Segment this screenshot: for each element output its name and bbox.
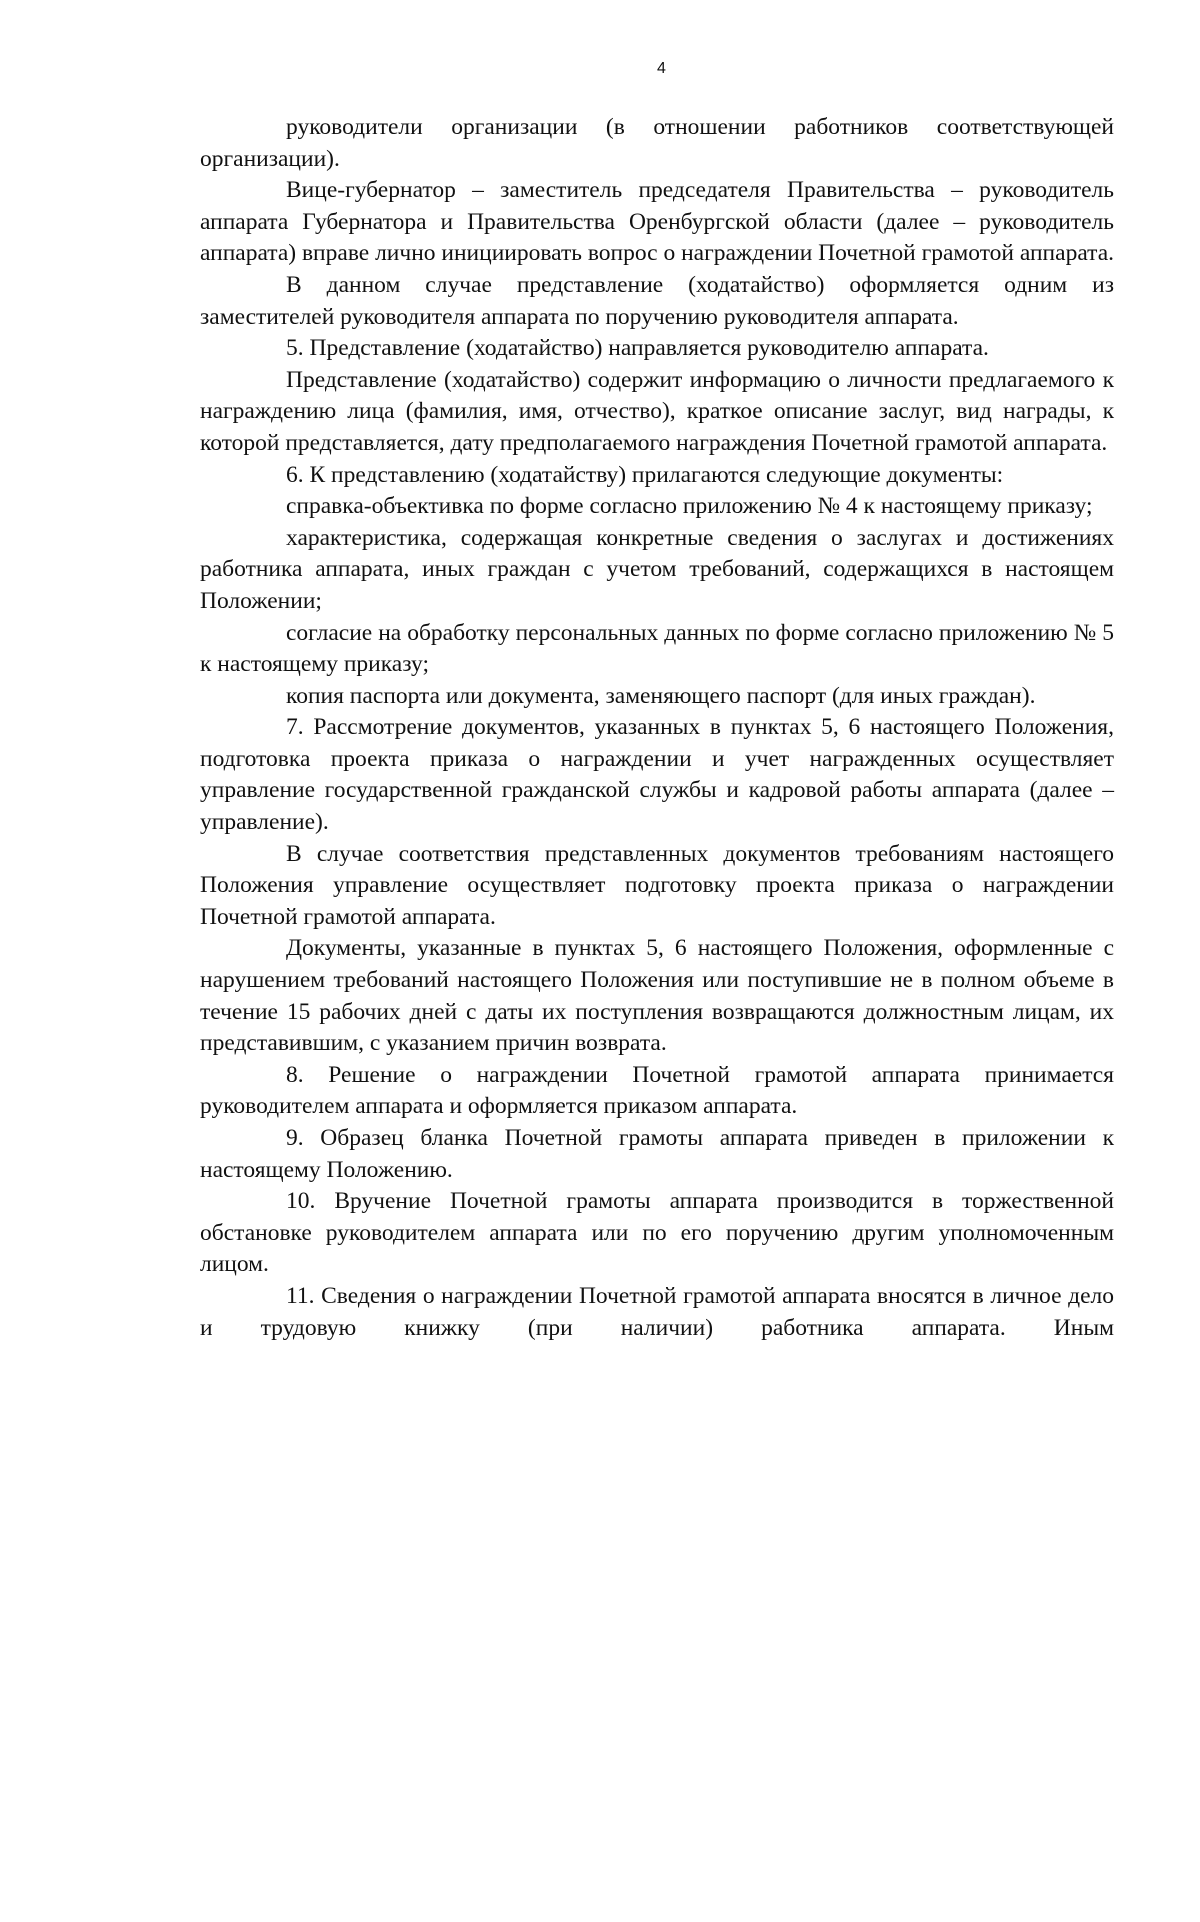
paragraph-item-6: 6. К представлению (ходатайству) прилагаются следующие документы: (286, 461, 1004, 488)
paragraph-organization-heads: руководители организации (в отношении работников соответствующей организации). (200, 114, 1114, 172)
paragraph-item-11: 11. Сведения о награждении Почетной грамотой аппарата вносятся в личное дело и трудовую книжку (при наличии) работника аппарата. Иным (200, 1282, 1114, 1341)
paragraph-reference-form: справка-объективка по форме согласно приложению № 4 к настоящему приказу; (286, 493, 1093, 520)
paragraph-submission-content: Представление (ходатайство) содержит информацию о личности предлагаемого к награждению лица (фамилия, имя, отчество), краткое описание заслуг, вид награды, к которой представляется, дату предполагаемого награждения Почетной грамотой аппарата. (200, 366, 1114, 456)
paragraph-documents-return: Документы, указанные в пунктах 5, 6 настоящего Положения, оформленные с нарушением требований настоящего Положения или поступившие не в полном объеме в течение 15 рабочих дней с даты их поступления возвращаются должностным лицам, их представившим, с указанием причин возврата. (200, 935, 1114, 1057)
paragraph-vice-governor: Вице-губернатор – заместитель председателя Правительства – руководитель аппарата Губернатора и Правительства Оренбургской области (далее – руководитель аппарата) вправе лично инициировать вопрос о награждении Почетной грамотой аппарата. (200, 177, 1114, 267)
page-number: 4 (657, 60, 666, 77)
paragraph-item-8: 8. Решение о награждении Почетной грамотой аппарата принимается руководителем аппарата и оформляется приказом аппарата. (200, 1061, 1114, 1120)
paragraph-personal-data-consent: согласие на обработку персональных данных по форме согласно приложению № 5 к настоящему приказу; (200, 619, 1114, 678)
paragraph-deputy-registration: В данном случае представление (ходатайство) оформляется одним из заместителей руководителя аппарата по поручению руководителя аппарата. (200, 271, 1114, 330)
paragraph-item-9: 9. Образец бланка Почетной грамоты аппарата приведен в приложении к настоящему Положению. (200, 1125, 1114, 1183)
paragraph-item-7: 7. Рассмотрение документов, указанных в пунктах 5, 6 настоящего Положения, подготовка проекта приказа о награждении и учет награжденных осуществляет управление государственной гражданской службы и кадровой работы аппарата (далее – управление). (200, 714, 1114, 836)
paragraph-item-10: 10. Вручение Почетной грамоты аппарата производится в торжественной обстановке руководителем аппарата или по его поручению другим уполномоченным лицом. (200, 1188, 1114, 1278)
paragraph-compliance: В случае соответствия представленных документов требованиям настоящего Положения управление осуществляет подготовку проекта приказа о награждении Почетной грамотой аппарата. (200, 840, 1114, 930)
paragraph-passport-copy: копия паспорта или документа, заменяющего паспорт (для иных граждан). (286, 682, 1036, 709)
document-body (200, 112, 1114, 1344)
paragraph-item-5: 5. Представление (ходатайство) направляется руководителю аппарата. (286, 335, 989, 362)
paragraph-characteristic: характеристика, содержащая конкретные сведения о заслугах и достижениях работника аппарата, иных граждан с учетом требований, содержащихся в настоящем Положении; (200, 524, 1114, 614)
